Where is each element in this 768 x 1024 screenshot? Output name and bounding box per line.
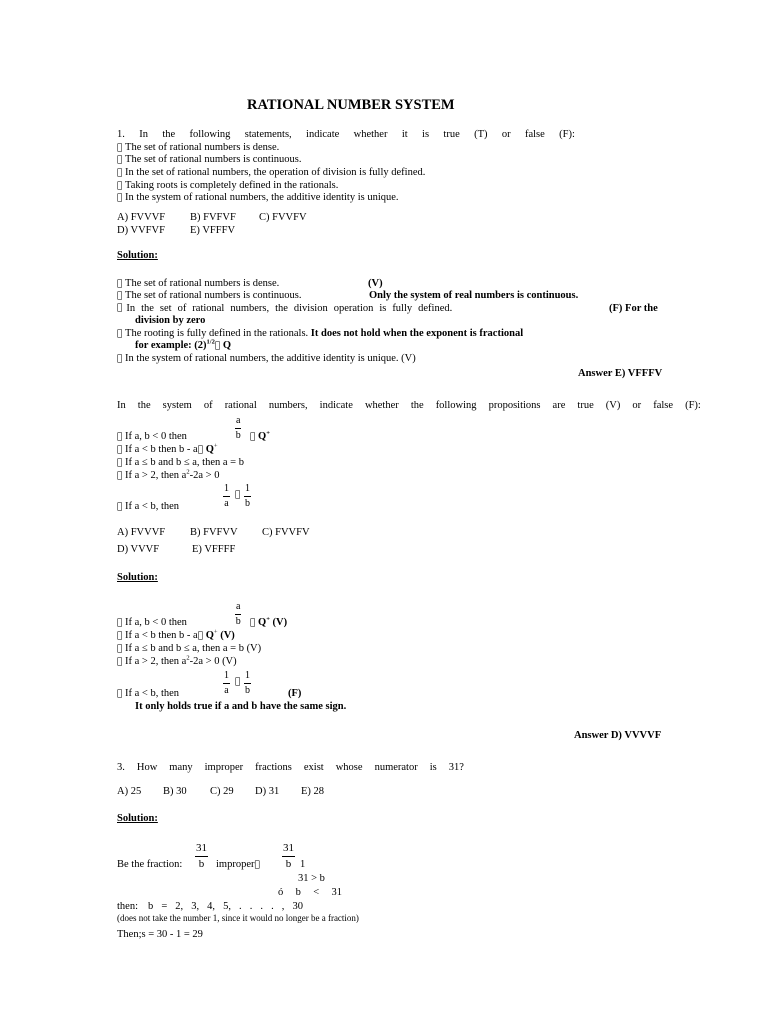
- bullet-icon: [117, 193, 122, 203]
- prompt-word: is: [422, 129, 430, 140]
- q3-option: C) 29: [210, 786, 234, 797]
- question-3-prompt: [117, 763, 464, 774]
- prompt-word: system: [162, 400, 192, 411]
- s1-mark: (V): [368, 278, 383, 289]
- prompt-word: the: [410, 400, 424, 411]
- prompt-word: true: [577, 400, 594, 411]
- prompt-word: 1.: [117, 129, 125, 140]
- bullet-icon: [117, 143, 122, 153]
- prompt-word: 3.: [117, 762, 125, 773]
- page-title: RATIONAL NUMBER SYSTEM: [247, 97, 455, 113]
- bullet-icon: [117, 471, 122, 481]
- prompt-word: true: [443, 129, 460, 140]
- q3-option: D) 31: [255, 786, 280, 797]
- line-word: defined.: [412, 303, 447, 314]
- fraction-31-over-b: $\frac{31}{b}$: [283, 842, 294, 870]
- q2-option: C) FVVFV: [262, 527, 310, 538]
- s2-mark: (F): [288, 688, 302, 699]
- prompt-word: (T): [474, 129, 488, 140]
- bullet-icon: [117, 168, 122, 178]
- value-token: 4,: [207, 901, 216, 912]
- bullet-icon: [189, 631, 193, 641]
- value-token: b: [148, 901, 154, 912]
- prompt-word: propositions: [488, 400, 541, 411]
- q1-option: C) FVVFV: [259, 212, 307, 223]
- prompt-word: statements,: [244, 129, 292, 140]
- be-the-fraction-label: Be the fraction:: [117, 859, 183, 870]
- q1-item: The set of rational numbers is dense.: [117, 142, 272, 153]
- bullet-icon: [255, 860, 260, 870]
- s1-line: [117, 304, 452, 315]
- fraction-1-over-b: $\frac{1}{b}$: [245, 483, 250, 509]
- prompt-word: (V): [605, 400, 621, 411]
- q1-item: In the system of rational numbers, the additive identity is unique.: [117, 192, 391, 203]
- bullet-icon: [117, 354, 122, 364]
- q1-option: A) FVVVF: [117, 212, 166, 223]
- bullet-icon: [117, 432, 122, 442]
- value-token: .: [271, 901, 274, 912]
- q3-option: B) 30: [163, 786, 187, 797]
- prompt-word: or: [632, 400, 642, 411]
- bullet-icon: [117, 155, 122, 165]
- relation-icon: [235, 678, 240, 687]
- value-token: 2,: [175, 901, 184, 912]
- prompt-word: indicate: [306, 129, 340, 140]
- solution-1-heading: Solution:: [117, 250, 158, 261]
- q3-option: E) 28: [301, 786, 325, 797]
- value-token: .: [249, 901, 253, 912]
- bullet-icon: [117, 279, 122, 289]
- value-token: .: [239, 901, 242, 912]
- q2-item: If a < b, then: [117, 501, 172, 512]
- bullet-icon: [117, 618, 122, 628]
- q2-item: If a, b < 0 then: [117, 431, 179, 442]
- bullet-icon: [117, 502, 122, 512]
- prompt-word: (F):: [685, 400, 701, 411]
- bullet-icon: [117, 181, 122, 191]
- inequality-line-2: [278, 888, 342, 899]
- prompt-word: indicate: [319, 400, 353, 411]
- relation-icon: [235, 491, 240, 500]
- s1-line: The rooting is fully defined in the rationals. It does not hold when the exponent is fractional: [117, 328, 516, 339]
- inequality-token: b: [295, 887, 301, 898]
- q1-option: E) VFFFV: [190, 225, 236, 236]
- question-2-prompt: [117, 401, 701, 412]
- fraction-31-over-b: $\frac{31}{b}$: [196, 842, 207, 870]
- inequality-token: 31: [331, 887, 342, 898]
- value-token: =: [161, 901, 168, 912]
- s1-line: The set of rational numbers is continuous.: [117, 290, 294, 301]
- line-word: the: [135, 303, 149, 314]
- answer-1: Answer E) VFFFV: [578, 368, 663, 379]
- line-word: numbers,: [224, 303, 264, 314]
- line-word: division: [288, 303, 323, 314]
- s2-note: It only holds true if a and b have the same sign.: [135, 701, 347, 712]
- q2-option: E) VFFFF: [192, 544, 236, 555]
- prompt-word: (F):: [559, 129, 575, 140]
- prompt-word: following: [435, 400, 477, 411]
- value-token: 3,: [191, 901, 200, 912]
- prompt-word: the: [162, 129, 176, 140]
- s1-comment: Only the system of real numbers is continuous.: [369, 290, 579, 301]
- prompt-word: false: [653, 400, 674, 411]
- prompt-word: following: [189, 129, 231, 140]
- s1-line: In the system of rational numbers, the additive identity is unique. (V): [117, 353, 408, 364]
- line-word: is: [373, 303, 381, 314]
- s2-item-tail: Q+ (V): [250, 615, 280, 628]
- value-token: ,: [281, 901, 285, 912]
- value-token: 5,: [223, 901, 231, 912]
- line-word: fully: [386, 303, 407, 314]
- bullet-icon: [117, 631, 122, 641]
- s1-comment: for example: $(2)^{1/2}$ Q: [135, 338, 227, 351]
- greater-than-one: 1: [300, 859, 306, 870]
- bullet-icon: [117, 644, 122, 654]
- value-token: .: [260, 901, 264, 912]
- line-word: In: [121, 303, 130, 314]
- bullet-icon: [250, 618, 255, 628]
- prompt-word: In: [117, 400, 126, 411]
- prompt-word: exist: [303, 762, 324, 773]
- bullet-icon: [214, 341, 218, 351]
- s3-note: (does not take the number 1, since it would no longer be a fraction): [117, 913, 359, 923]
- s1-mark: (F) For the: [609, 303, 658, 314]
- q2-item: If a > 2, then $a^2-2a > 0$: [117, 468, 212, 481]
- inequality-token: ó: [278, 887, 284, 898]
- prompt-word: rational: [224, 400, 257, 411]
- line-word: operation: [328, 303, 368, 314]
- s2-item: If a < b then b - a Q+ (V): [117, 628, 222, 641]
- q2-option: A) FVVVF: [117, 527, 166, 538]
- q2-option: B) FVFVV: [190, 527, 238, 538]
- bullet-icon: [117, 329, 122, 339]
- prompt-word: 31?: [448, 762, 464, 773]
- bullet-icon: [117, 304, 122, 315]
- q1-item: The set of rational numbers is continuous.: [117, 154, 294, 165]
- bullet-icon: [117, 657, 122, 667]
- s2-item: If a > 2, then $a^2-2a > 0$ (V): [117, 654, 229, 667]
- prompt-word: improper: [204, 762, 244, 773]
- s2-item: If a, b < 0 then: [117, 617, 179, 628]
- q1-item: In the set of rational numbers, the operation of division is fully defined.: [117, 167, 418, 178]
- solution-3-heading: Solution:: [117, 813, 158, 824]
- prompt-word: How: [136, 762, 158, 773]
- q2-item: If a ≤ b and b ≤ a, then a = b: [117, 457, 236, 468]
- bullet-icon: [189, 445, 193, 455]
- prompt-word: false: [524, 129, 545, 140]
- prompt-word: many: [169, 762, 193, 773]
- then-label: then:: [117, 901, 138, 912]
- bullet-icon: [250, 432, 255, 442]
- inequality-line: 31 > b: [298, 873, 325, 884]
- s1-line-3-text: [121, 303, 452, 315]
- fraction-a-over-b: $\frac{a}{b}$: [235, 415, 241, 441]
- prompt-word: of: [203, 400, 213, 411]
- answer-2: Answer D) VVVVF: [574, 730, 662, 741]
- prompt-word: the: [137, 400, 151, 411]
- q2-option: D) VVVF: [117, 544, 160, 555]
- fraction-1-over-b: $\frac{1}{b}$: [245, 670, 250, 696]
- line-word: of: [172, 303, 181, 314]
- q2-item: If a < b then b - a Q+: [117, 442, 205, 455]
- line-word: set: [154, 303, 167, 314]
- prompt-word: In: [139, 129, 148, 140]
- inequality-token: <: [313, 887, 320, 898]
- q1-item: Taking roots is completely defined in the rationals.: [117, 180, 331, 191]
- q1-option: B) FVFVF: [190, 212, 236, 223]
- s3-result: Then;s = 30 - 1 = 29: [117, 929, 203, 940]
- q1-option: D) VVFVF: [117, 225, 165, 236]
- fraction-1-over-a: $\frac{1}{a}$: [224, 483, 229, 509]
- s1-line: The set of rational numbers is dense.: [117, 278, 272, 289]
- prompt-word: numbers,: [268, 400, 308, 411]
- prompt-word: numerator: [374, 762, 418, 773]
- then-values: [148, 902, 303, 913]
- fraction-a-over-b: $\frac{a}{b}$: [235, 601, 241, 627]
- q3-option: A) 25: [117, 786, 142, 797]
- prompt-word: it: [401, 129, 408, 140]
- q2-item-tail: Q+: [250, 429, 262, 442]
- prompt-word: whether: [353, 129, 388, 140]
- s2-item: If a ≤ b and b ≤ a, then a = b (V): [117, 643, 254, 654]
- prompt-word: fractions: [255, 762, 292, 773]
- prompt-word: whose: [335, 762, 363, 773]
- bullet-icon: [117, 458, 122, 468]
- bullet-icon: [117, 689, 122, 699]
- prompt-word: is: [429, 762, 437, 773]
- bullet-icon: [117, 445, 122, 455]
- line-word: rational: [186, 303, 219, 314]
- solution-2-heading: Solution:: [117, 572, 158, 583]
- s1-comment: division by zero: [135, 315, 206, 326]
- question-1-prompt: [117, 130, 575, 141]
- fraction-1-over-a: $\frac{1}{a}$: [224, 670, 229, 696]
- bullet-icon: [117, 291, 122, 301]
- s2-item: If a < b, then: [117, 688, 172, 699]
- prompt-word: are: [552, 400, 566, 411]
- line-word: the: [269, 303, 283, 314]
- improper-label: improper: [216, 860, 260, 871]
- prompt-word: whether: [364, 400, 399, 411]
- value-token: 30: [292, 901, 303, 912]
- prompt-word: or: [501, 129, 511, 140]
